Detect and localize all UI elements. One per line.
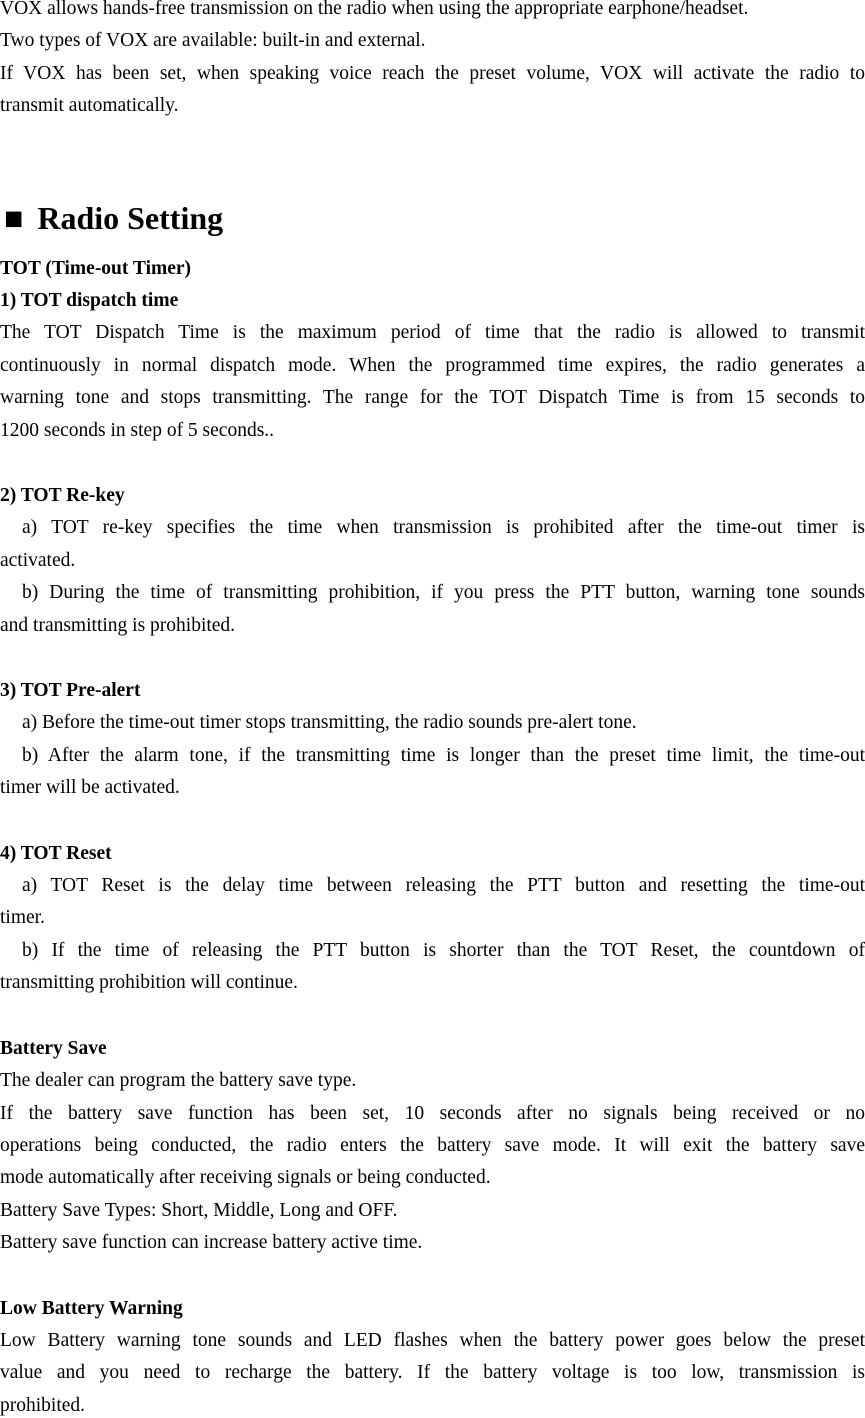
tot-prealert-text-line: timer will be activated.: [0, 777, 180, 798]
tot-rekey-text-line: and transmitting is prohibited.: [0, 615, 236, 636]
tot-prealert-heading: 3) TOT Pre-alert: [0, 680, 141, 701]
vox-text-line: If VOX has been set, when speaking voice reach the preset volume, VOX will activate the radio to: [0, 63, 865, 84]
battery-save-heading: Battery Save: [0, 1038, 107, 1059]
low-battery-text-line: value and you need to recharge the battery. If the battery voltage is too low, transmission is: [0, 1362, 865, 1383]
tot-rekey-text-line: activated.: [0, 550, 76, 571]
square-bullet-icon: ■: [4, 200, 24, 236]
tot-dispatch-text-line: warning tone and stops transmitting. The range for the TOT Dispatch Time is from 15 seconds to: [0, 387, 865, 408]
battery-save-text-line: Battery Save Types: Short, Middle, Long and OFF.: [0, 1200, 398, 1221]
vox-text-line: Two types of VOX are available: built-in and external.: [0, 30, 426, 51]
low-battery-text-line: prohibited.: [0, 1395, 86, 1416]
section-title: Radio Setting: [37, 200, 224, 236]
battery-save-text-line: If the battery save function has been set, 10 seconds after no signals being received or no: [0, 1103, 865, 1124]
battery-save-text-line: The dealer can program the battery save type.: [0, 1070, 357, 1091]
tot-reset-text-line: transmitting prohibition will continue.: [0, 972, 298, 993]
tot-reset-heading: 4) TOT Reset: [0, 843, 112, 864]
tot-rekey-text-line: a) TOT re-key specifies the time when transmission is prohibited after the time-out timer is: [22, 517, 865, 538]
low-battery-text-line: Low Battery warning tone sounds and LED flashes when the battery power goes below the preset: [0, 1330, 865, 1351]
tot-dispatch-heading: 1) TOT dispatch time: [0, 290, 179, 311]
battery-save-text-line: operations being conducted, the radio enters the battery save mode. It will exit the battery save: [0, 1135, 865, 1156]
tot-dispatch-text-line: 1200 seconds in step of 5 seconds..: [0, 420, 275, 441]
tot-dispatch-text-line: continuously in normal dispatch mode. When the programmed time expires, the radio generates a: [0, 355, 865, 376]
tot-dispatch-text-line: The TOT Dispatch Time is the maximum period of time that the radio is allowed to transmit: [0, 322, 865, 343]
tot-rekey-text-line: b) During the time of transmitting prohibition, if you press the PTT button, warning tone sounds: [22, 582, 865, 603]
tot-reset-text-line: b) If the time of releasing the PTT button is shorter than the TOT Reset, the countdown of: [22, 940, 865, 961]
tot-rekey-heading: 2) TOT Re-key: [0, 485, 125, 506]
battery-save-text-line: mode automatically after receiving signals or being conducted.: [0, 1167, 491, 1188]
vox-text-line: VOX allows hands-free transmission on the radio when using the appropriate earphone/headset.: [0, 0, 749, 19]
tot-prealert-text-line: a) Before the time-out timer stops transmitting, the radio sounds pre-alert tone.: [22, 712, 637, 733]
section-heading: [4, 196, 223, 240]
tot-reset-text-line: a) TOT Reset is the delay time between releasing the PTT button and resetting the time-out: [22, 875, 865, 896]
low-battery-heading: Low Battery Warning: [0, 1298, 183, 1319]
tot-prealert-text-line: b) After the alarm tone, if the transmitting time is longer than the preset time limit, the time-out: [22, 745, 865, 766]
tot-reset-text-line: timer.: [0, 907, 45, 928]
tot-heading: TOT (Time-out Timer): [0, 258, 192, 279]
battery-save-text-line: Battery save function can increase battery active time.: [0, 1232, 423, 1253]
vox-text-line: transmit automatically.: [0, 95, 179, 116]
